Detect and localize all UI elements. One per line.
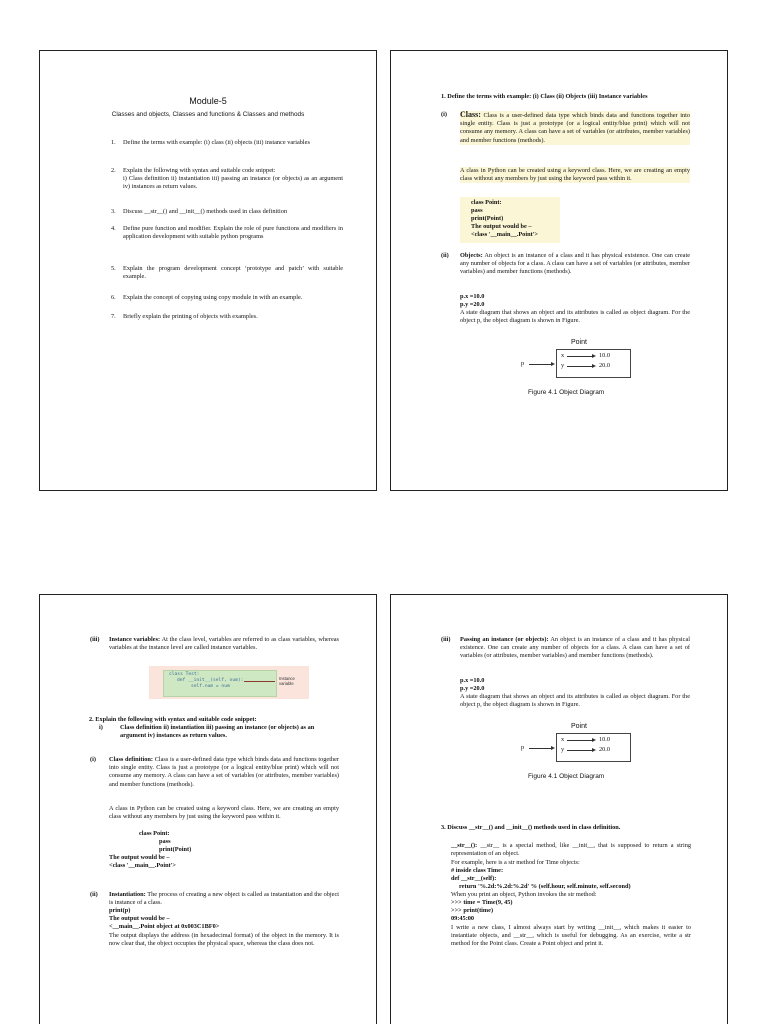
- diagram-x-value: 10.0: [599, 352, 611, 359]
- y-arrow-head: [592, 364, 596, 368]
- y-arrow-head: [592, 748, 596, 752]
- str-example-intro: For example, here is a str method for Time objects:: [451, 859, 580, 866]
- page-1: [39, 50, 377, 491]
- instance-var-label: (iii): [90, 636, 100, 643]
- state-diagram-text: A state diagram that shows an object and its attributes is called as object diagram. For the object p, the object diagram is shown in Figure.: [460, 693, 690, 709]
- px-value: p.x =10.0: [460, 293, 485, 300]
- diagram-y-label: y: [561, 362, 565, 369]
- diagram-var: p: [521, 360, 525, 367]
- py-value: p.y =20.0: [460, 301, 485, 308]
- diagram-title: Point: [571, 723, 587, 730]
- str-code: # inside class Time: def __str__(self): return '%.2d:%.2d:%.2d' % (self.hour, self.minute, self.second): [451, 867, 631, 891]
- page-2: [390, 50, 728, 491]
- code-image-text: class Test: def __init__(self, num): self.num = num: [169, 672, 244, 689]
- diagram-y-value: 20.0: [599, 746, 611, 753]
- state-diagram-text: A state diagram that shows an object and its attributes is called as object diagram. For the object p, the object diagram is shown in Figure.: [460, 309, 690, 325]
- class-label: (i): [441, 111, 447, 118]
- class-def-code: class Point: pass print(Point) The output would be – <class '__main__.Point'>: [109, 830, 192, 870]
- print-code: >>> time = Time(9, 45) >>> print(time) 09:45:00: [451, 899, 513, 923]
- module-title: Module-5: [189, 96, 227, 106]
- px-value: p.x =10.0: [460, 677, 485, 684]
- print-text: When you print an object, Python invokes the str method:: [451, 891, 597, 898]
- instance-var-definition: Instance variables: At the class level, variables are referred to as class variables, whereas variables at the instance level are called instance variables.: [109, 636, 339, 652]
- diagram-arrow: [529, 364, 553, 365]
- class-para-2: A class in Python can be created using a keyword class. Here, we are creating an empty class without any members by just using the keyword pass within it.: [460, 167, 690, 183]
- instantiation-label: (ii): [90, 891, 98, 898]
- x-arrow: [567, 740, 593, 741]
- code-image-side-label: Instance variable: [279, 676, 295, 686]
- question-4: 4. Define pure function and modifier. Explain the role of pure functions and modifiers in application development with suitable python programs: [111, 225, 343, 241]
- class-def-definition: Class definition: Class is a user-defined data type which binds data and functions together into single entity. Class is just a prototype (or a logical entity/blue print) which will not consume any memory. A class can have a set of variables (or attributes, member variables) and member functions (methods).: [109, 756, 339, 788]
- question-7: 7. Briefly explain the printing of objects with examples.: [111, 313, 258, 320]
- code-image: [149, 666, 309, 699]
- class-definition: Class: Class is a user-defined data type which binds data and functions together into single entity. Class is just a prototype (or a logical entity/blue print) which will not consume any memory. A class can have a set of variables (or attributes, member variables) and member functions (methods).: [460, 110, 690, 144]
- x-arrow: [567, 356, 593, 357]
- diagram-y-label: y: [561, 746, 565, 753]
- instantiation-definition: Instantiation: The process of creating a new object is called as instantiation and the object is instance of a class.: [109, 891, 339, 907]
- y-arrow: [567, 366, 593, 367]
- str-definition: __str__(): __str__ is a special method, like __init__, that is supposed to return a string representation of an object.: [451, 842, 692, 858]
- question-6: 6. Explain the concept of copying using copy module in with an example.: [111, 294, 303, 301]
- diagram-x-value: 10.0: [599, 736, 611, 743]
- class-def-para-2: A class in Python can be created using a keyword class. Here, we are creating an empty class without any members by just using the keyword pass within it.: [109, 805, 339, 821]
- y-arrow: [567, 750, 593, 751]
- question-1: 1. Define the terms with example: (i) class (ii) objects (iii) instance variables: [111, 139, 310, 146]
- q3-heading: 3. Discuss __str__() and __init__() methods used in class definition.: [441, 824, 621, 831]
- diagram-arrow: [529, 748, 553, 749]
- page-3: [39, 594, 377, 1024]
- question-5: 5. Explain the program development concept ‘prototype and patch’ with suitable example.: [111, 265, 343, 281]
- arrow-head: [551, 746, 555, 750]
- diagram-var: p: [521, 744, 525, 751]
- diagram-title: Point: [571, 339, 587, 346]
- x-arrow-head: [592, 738, 596, 742]
- q1-heading: 1. Define the terms with example: (i) Class (ii) Objects (iii) Instance variables: [441, 93, 648, 100]
- q2-sub: Class definition ii) instantiation iii) passing an instance (or objects) as an argument iv) instances as return values.: [120, 724, 315, 740]
- question-3: 3. Discuss __str__() and __init__() methods used in class definition: [111, 208, 288, 215]
- diagram-x-label: x: [561, 736, 565, 743]
- instantiation-para: The output displays the address (in hexadecimal format) of the object in the memory. It is now clear that, the object occupies the physical space, whereas the class does not.: [109, 932, 339, 948]
- object-diagram: [521, 339, 661, 401]
- objects-label: (ii): [441, 252, 449, 259]
- instantiation-code: print(p) The output would be – <__main__.Point object at 0x003C1BF0>: [109, 907, 220, 931]
- object-diagram: [521, 723, 661, 785]
- diagram-x-label: x: [561, 352, 565, 359]
- q2-heading: 2. Explain the following with syntax and suitable code snippet:: [89, 716, 257, 723]
- diagram-caption: Figure 4.1 Object Diagram: [528, 773, 605, 780]
- objects-definition: Objects: An object is an instance of a class and it has physical existence. One can create any number of objects for a class. A class can have a set of variables (or attributes, member variables) and member functions (methods).: [460, 252, 690, 276]
- question-2: 2. Explain the following with syntax and suitable code snippet: i) Class definition ii) instantiation iii) passing an instance (or objects) as an argument iv) instances as return values.: [111, 167, 343, 191]
- q2-sub-label: i): [99, 724, 103, 731]
- final-paragraph: I write a new class, I almost always start by writing __init__, which makes it easier to instantiate objects, and __str__, which is useful for debugging. As an exercise, write a str method for the Point class. Create a Point object and print it.: [451, 924, 691, 948]
- passing-label: (iii): [441, 636, 451, 643]
- py-value: p.y =20.0: [460, 685, 485, 692]
- module-subtitle: Classes and objects, Classes and functions & Classes and methods: [111, 111, 305, 118]
- passing-definition: Passing an instance (or objects): An object is an instance of a class and it has physical existence. One can create any number of objects for a class. A class can have a set of variables (or attributes, member variables) and member functions (methods).: [460, 636, 691, 660]
- arrow-head: [551, 362, 555, 366]
- page-4: [390, 594, 728, 1024]
- x-arrow-head: [592, 354, 596, 358]
- diagram-y-value: 20.0: [599, 362, 611, 369]
- diagram-caption: Figure 4.1 Object Diagram: [528, 389, 605, 396]
- code-snippet: class Point: pass print(Point) The output would be – <class '__main__.Point'>: [471, 199, 538, 239]
- class-def-label: (i): [90, 756, 96, 763]
- code-image-pointer: [244, 681, 275, 682]
